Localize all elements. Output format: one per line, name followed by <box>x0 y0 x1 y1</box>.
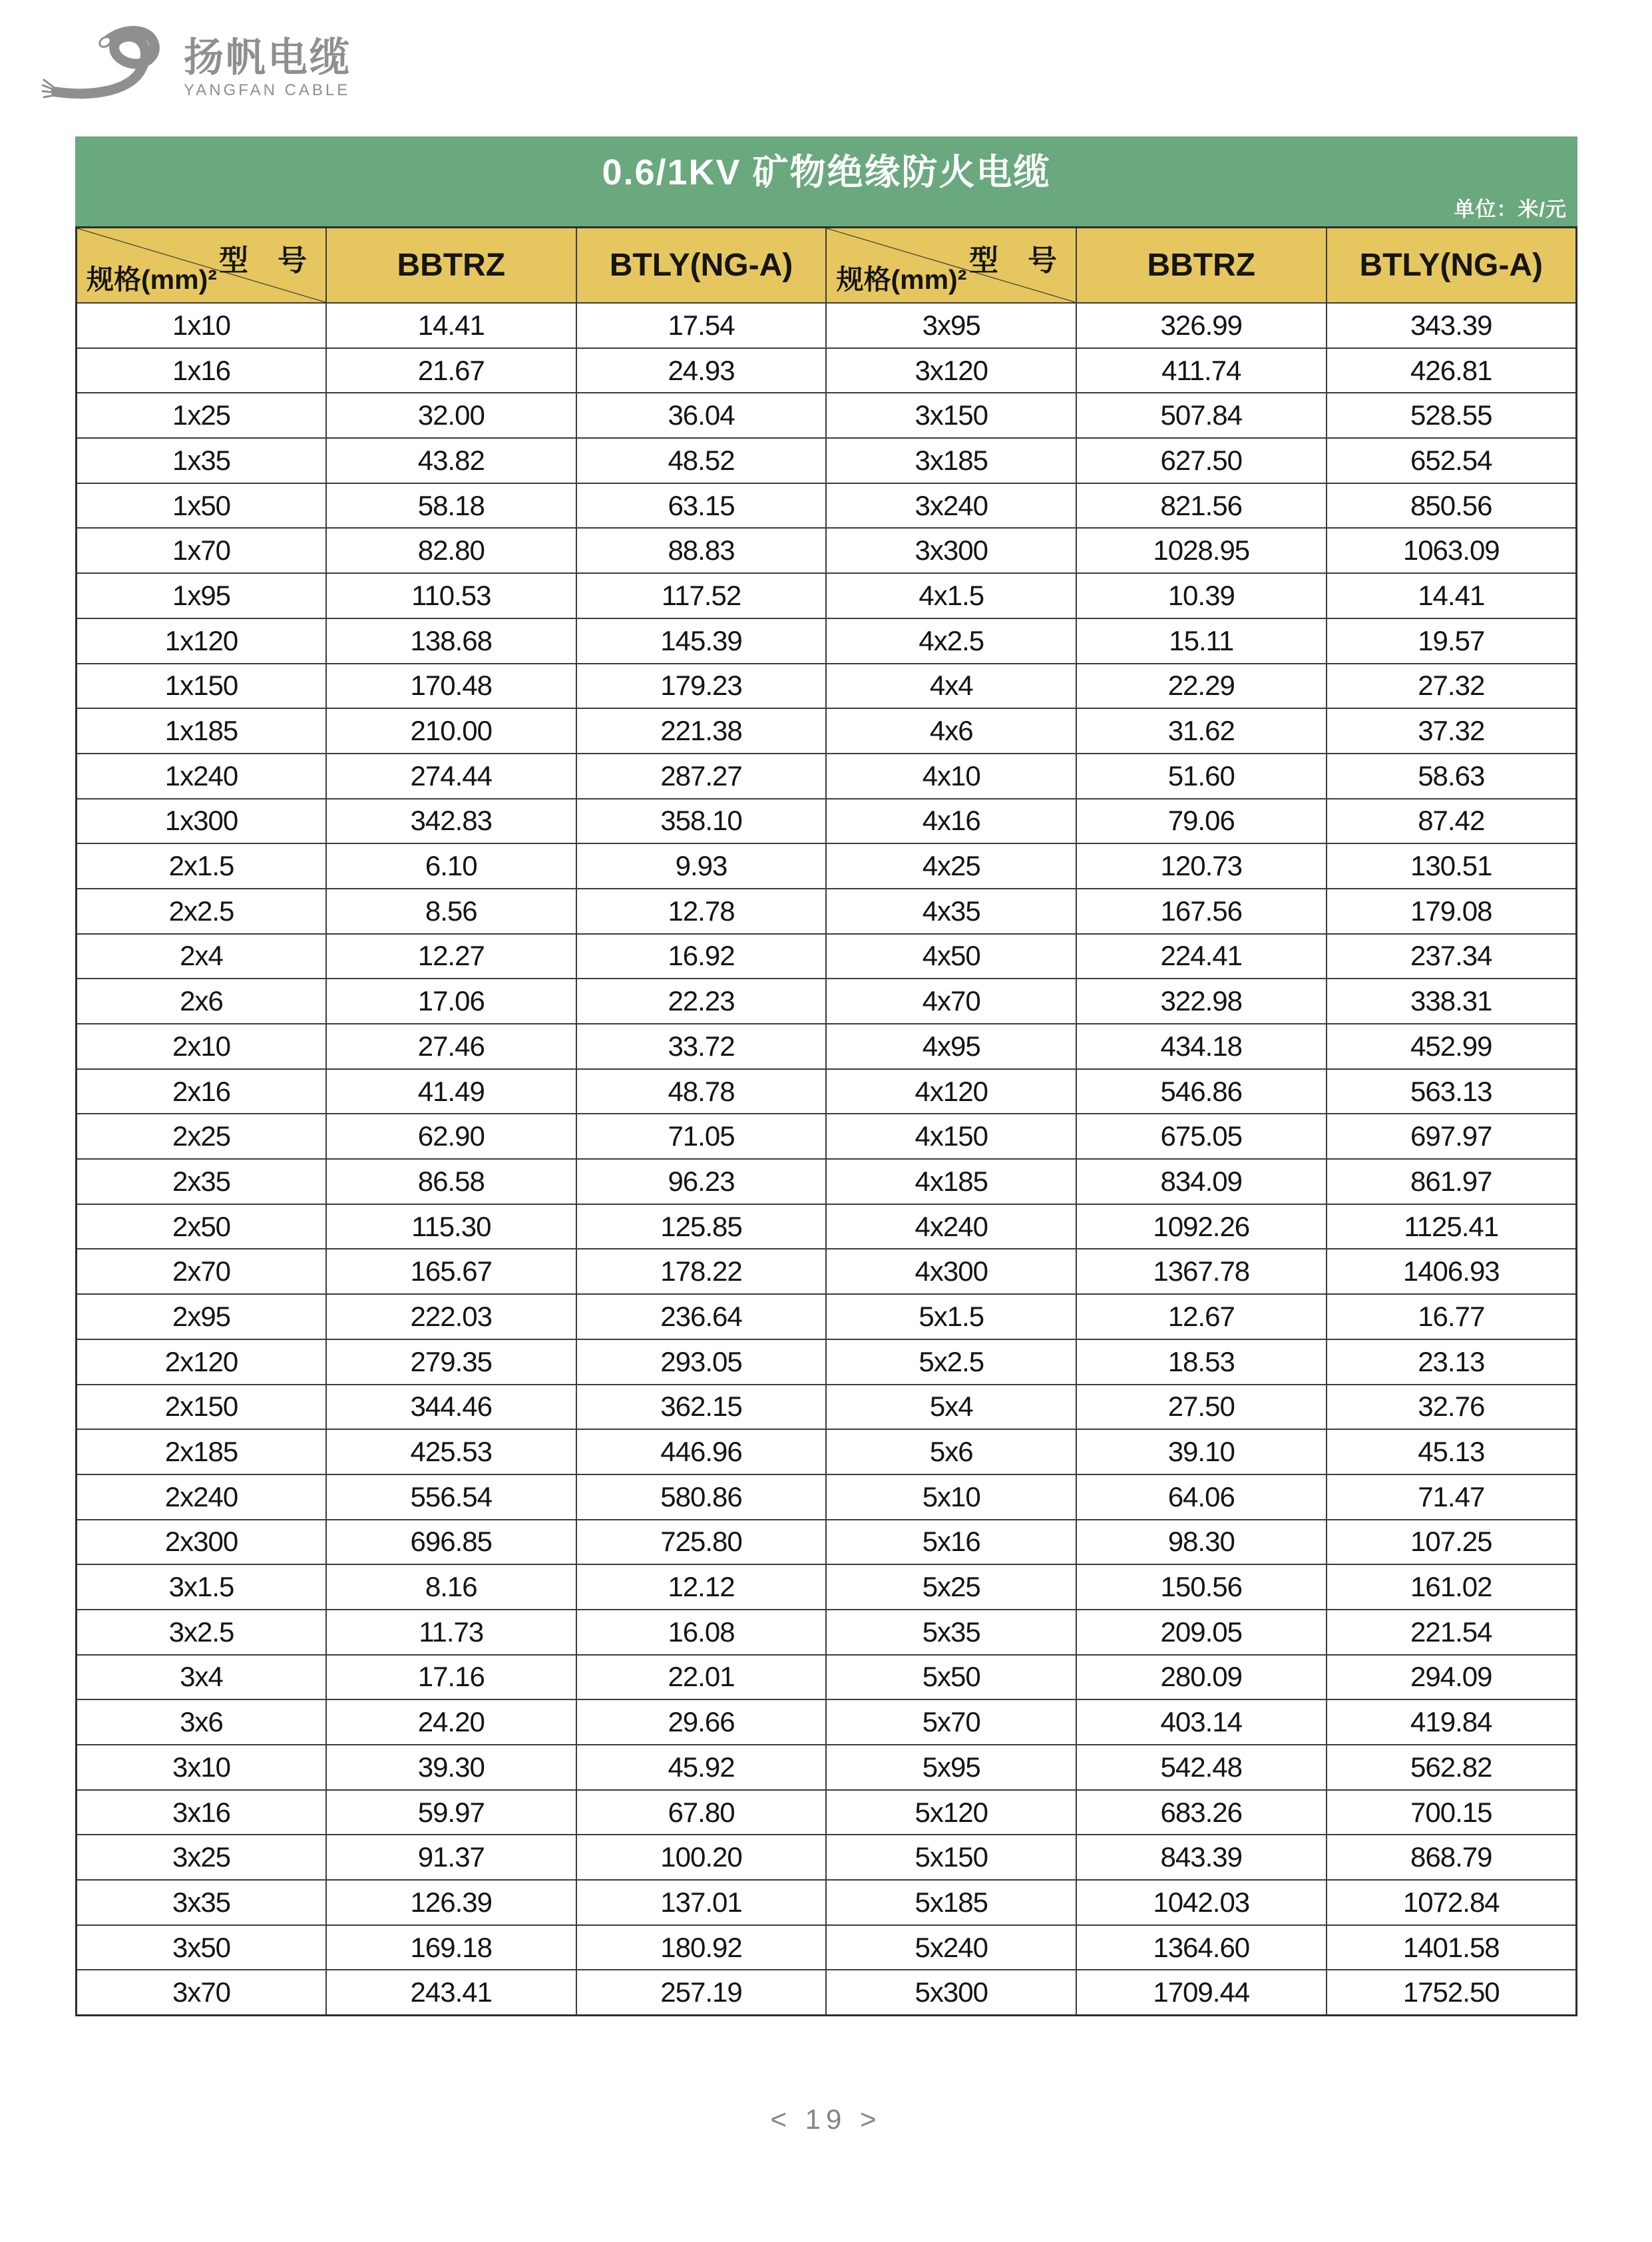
price-cell: 446.96 <box>576 1429 827 1474</box>
price-cell: 419.84 <box>1327 1699 1577 1745</box>
price-cell: 580.86 <box>576 1474 827 1520</box>
spec-cell: 2x300 <box>77 1520 327 1565</box>
header-spec-model-cell-left <box>77 228 327 304</box>
price-cell: 344.46 <box>326 1385 576 1430</box>
spec-cell: 5x4 <box>826 1385 1076 1430</box>
price-cell: 31.62 <box>1076 708 1327 754</box>
table-row <box>77 799 1577 844</box>
price-cell: 82.80 <box>326 528 576 573</box>
brand-name-en: YANGFAN CABLE <box>184 81 351 99</box>
table-row <box>77 1699 1577 1745</box>
price-cell: 403.14 <box>1076 1699 1327 1745</box>
price-cell: 834.09 <box>1076 1159 1327 1204</box>
spec-cell: 2x120 <box>77 1339 327 1385</box>
header-btly-left: BTLY(NG-A) <box>576 228 827 304</box>
spec-cell: 3x25 <box>77 1835 327 1880</box>
spec-cell: 5x25 <box>826 1564 1076 1610</box>
table-row <box>77 1249 1577 1294</box>
price-cell: 237.34 <box>1327 934 1577 979</box>
table-row <box>77 889 1577 934</box>
page-title: 0.6/1KV 矿物绝缘防火电缆 <box>602 152 1051 192</box>
price-cell: 426.81 <box>1327 348 1577 393</box>
spec-cell: 5x2.5 <box>826 1339 1076 1385</box>
price-cell: 11.73 <box>326 1610 576 1655</box>
price-cell: 221.38 <box>576 708 827 754</box>
price-cell: 24.20 <box>326 1699 576 1745</box>
price-cell: 64.06 <box>1076 1474 1327 1520</box>
table-row <box>77 664 1577 709</box>
price-cell: 14.41 <box>326 303 576 348</box>
price-cell: 12.27 <box>326 934 576 979</box>
spec-cell: 4x185 <box>826 1159 1076 1204</box>
spec-cell: 4x25 <box>826 843 1076 889</box>
price-cell: 22.01 <box>576 1655 827 1700</box>
price-cell: 88.83 <box>576 528 827 573</box>
spec-cell: 3x150 <box>826 393 1076 438</box>
spec-cell: 3x240 <box>826 483 1076 529</box>
price-cell: 48.52 <box>576 438 827 483</box>
price-cell: 425.53 <box>326 1429 576 1474</box>
price-cell: 1063.09 <box>1327 528 1577 573</box>
price-cell: 1042.03 <box>1076 1880 1327 1925</box>
price-cell: 725.80 <box>576 1520 827 1565</box>
price-cell: 71.47 <box>1327 1474 1577 1520</box>
price-cell: 1752.50 <box>1327 1970 1577 2015</box>
price-cell: 59.97 <box>326 1790 576 1835</box>
price-cell: 700.15 <box>1327 1790 1577 1835</box>
price-table <box>75 226 1577 2016</box>
table-row <box>77 348 1577 393</box>
price-cell: 843.39 <box>1076 1835 1327 1880</box>
table-row <box>77 1204 1577 1249</box>
price-cell: 293.05 <box>576 1339 827 1385</box>
table-row <box>77 1745 1577 1790</box>
price-cell: 22.23 <box>576 979 827 1024</box>
price-cell: 274.44 <box>326 754 576 799</box>
price-cell: 287.27 <box>576 754 827 799</box>
unit-note: 单位：米/元 <box>1454 198 1567 221</box>
price-cell: 63.15 <box>576 483 827 529</box>
spec-cell: 4x70 <box>826 979 1076 1024</box>
spec-label: 规格(mm)² <box>836 264 967 295</box>
spec-cell: 3x16 <box>77 1790 327 1835</box>
table-row <box>77 1294 1577 1339</box>
spec-cell: 4x16 <box>826 799 1076 844</box>
price-cell: 6.10 <box>326 843 576 889</box>
price-cell: 1364.60 <box>1076 1925 1327 1970</box>
price-cell: 683.26 <box>1076 1790 1327 1835</box>
table-row <box>77 708 1577 754</box>
spec-cell: 5x16 <box>826 1520 1076 1565</box>
price-cell: 279.35 <box>326 1339 576 1385</box>
spec-cell: 1x50 <box>77 483 327 529</box>
table-row <box>77 1880 1577 1925</box>
spec-cell: 3x300 <box>826 528 1076 573</box>
price-cell: 120.73 <box>1076 843 1327 889</box>
spec-cell: 2x2.5 <box>77 889 327 934</box>
spec-cell: 4x95 <box>826 1024 1076 1069</box>
price-cell: 79.06 <box>1076 799 1327 844</box>
table-row <box>77 483 1577 529</box>
price-cell: 86.58 <box>326 1159 576 1204</box>
price-cell: 209.05 <box>1076 1610 1327 1655</box>
price-cell: 37.32 <box>1327 708 1577 754</box>
price-cell: 652.54 <box>1327 438 1577 483</box>
price-cell: 10.39 <box>1076 573 1327 618</box>
spec-cell: 3x70 <box>77 1970 327 2015</box>
price-cell: 221.54 <box>1327 1610 1577 1655</box>
spec-cell: 2x10 <box>77 1024 327 1069</box>
spec-cell: 3x185 <box>826 438 1076 483</box>
price-cell: 125.85 <box>576 1204 827 1249</box>
table-row <box>77 1069 1577 1114</box>
spec-cell: 3x95 <box>826 303 1076 348</box>
price-cell: 343.39 <box>1327 303 1577 348</box>
price-cell: 23.13 <box>1327 1339 1577 1385</box>
price-cell: 91.37 <box>326 1835 576 1880</box>
table-row <box>77 1655 1577 1700</box>
price-cell: 87.42 <box>1327 799 1577 844</box>
price-cell: 17.54 <box>576 303 827 348</box>
spec-cell: 1x300 <box>77 799 327 844</box>
model-label: 型 号 <box>219 244 308 277</box>
table-row <box>77 1024 1577 1069</box>
spec-cell: 1x70 <box>77 528 327 573</box>
price-cell: 41.49 <box>326 1069 576 1114</box>
price-cell: 170.48 <box>326 664 576 709</box>
price-cell: 167.56 <box>1076 889 1327 934</box>
spec-cell: 1x10 <box>77 303 327 348</box>
spec-cell: 5x185 <box>826 1880 1076 1925</box>
spec-cell: 5x70 <box>826 1699 1076 1745</box>
spec-cell: 3x50 <box>77 1925 327 1970</box>
price-cell: 8.56 <box>326 889 576 934</box>
price-cell: 1125.41 <box>1327 1204 1577 1249</box>
price-cell: 1092.26 <box>1076 1204 1327 1249</box>
table-row <box>77 1339 1577 1385</box>
table-row <box>77 303 1577 348</box>
page-number: < 19 > <box>770 2104 882 2135</box>
spec-cell: 2x50 <box>77 1204 327 1249</box>
price-cell: 14.41 <box>1327 573 1577 618</box>
table-row <box>77 843 1577 889</box>
table-row <box>77 573 1577 618</box>
table-header-row <box>77 228 1577 304</box>
price-cell: 15.11 <box>1076 618 1327 664</box>
price-cell: 9.93 <box>576 843 827 889</box>
price-cell: 322.98 <box>1076 979 1327 1024</box>
price-cell: 107.25 <box>1327 1520 1577 1565</box>
price-cell: 110.53 <box>326 573 576 618</box>
spec-cell: 5x240 <box>826 1925 1076 1970</box>
price-cell: 67.80 <box>576 1790 827 1835</box>
spec-cell: 5x50 <box>826 1655 1076 1700</box>
spec-cell: 5x95 <box>826 1745 1076 1790</box>
spec-cell: 1x25 <box>77 393 327 438</box>
table-row <box>77 1385 1577 1430</box>
price-cell: 563.13 <box>1327 1069 1577 1114</box>
price-cell: 342.83 <box>326 799 576 844</box>
price-cell: 12.78 <box>576 889 827 934</box>
price-cell: 58.18 <box>326 483 576 529</box>
brand-name-cn: 扬帆电缆 <box>184 35 351 80</box>
spec-label: 规格(mm)² <box>87 264 217 295</box>
price-cell: 145.39 <box>576 618 827 664</box>
price-cell: 556.54 <box>326 1474 576 1520</box>
price-cell: 19.57 <box>1327 618 1577 664</box>
spec-cell: 2x70 <box>77 1249 327 1294</box>
spec-cell: 4x240 <box>826 1204 1076 1249</box>
spec-cell: 2x6 <box>77 979 327 1024</box>
spec-cell: 2x35 <box>77 1159 327 1204</box>
spec-cell: 3x2.5 <box>77 1610 327 1655</box>
table-row <box>77 1925 1577 1970</box>
header-bbtrz-right: BBTRZ <box>1076 228 1327 304</box>
price-cell: 17.16 <box>326 1655 576 1700</box>
price-cell: 22.29 <box>1076 664 1327 709</box>
price-cell: 43.82 <box>326 438 576 483</box>
price-cell: 45.92 <box>576 1745 827 1790</box>
table-row <box>77 754 1577 799</box>
spec-cell: 4x4 <box>826 664 1076 709</box>
price-cell: 16.77 <box>1327 1294 1577 1339</box>
header-btly-right: BTLY(NG-A) <box>1327 228 1577 304</box>
price-cell: 280.09 <box>1076 1655 1327 1700</box>
price-cell: 362.15 <box>576 1385 827 1430</box>
spec-cell: 4x2.5 <box>826 618 1076 664</box>
price-cell: 36.04 <box>576 393 827 438</box>
price-cell: 39.30 <box>326 1745 576 1790</box>
price-cell: 326.99 <box>1076 303 1327 348</box>
price-cell: 697.97 <box>1327 1114 1577 1159</box>
price-cell: 17.06 <box>326 979 576 1024</box>
spec-cell: 4x50 <box>826 934 1076 979</box>
price-cell: 358.10 <box>576 799 827 844</box>
price-cell: 434.18 <box>1076 1024 1327 1069</box>
price-cell: 24.93 <box>576 348 827 393</box>
price-cell: 1072.84 <box>1327 1880 1577 1925</box>
table-row <box>77 1970 1577 2015</box>
price-cell: 507.84 <box>1076 393 1327 438</box>
price-cell: 137.01 <box>576 1880 827 1925</box>
spec-cell: 3x120 <box>826 348 1076 393</box>
brand-logo <box>40 24 351 112</box>
price-cell: 96.23 <box>576 1159 827 1204</box>
spec-cell: 4x120 <box>826 1069 1076 1114</box>
spec-cell: 1x240 <box>77 754 327 799</box>
table-row <box>77 1474 1577 1520</box>
table-row <box>77 1114 1577 1159</box>
spec-cell: 4x6 <box>826 708 1076 754</box>
price-cell: 675.05 <box>1076 1114 1327 1159</box>
price-cell: 138.68 <box>326 618 576 664</box>
price-cell: 39.10 <box>1076 1429 1327 1474</box>
spec-cell: 2x150 <box>77 1385 327 1430</box>
spec-cell: 2x185 <box>77 1429 327 1474</box>
price-cell: 27.50 <box>1076 1385 1327 1430</box>
price-cell: 8.16 <box>326 1564 576 1610</box>
price-cell: 115.30 <box>326 1204 576 1249</box>
spec-cell: 1x150 <box>77 664 327 709</box>
header-bbtrz-left: BBTRZ <box>326 228 576 304</box>
spec-cell: 5x35 <box>826 1610 1076 1655</box>
price-cell: 562.82 <box>1327 1745 1577 1790</box>
price-cell: 861.97 <box>1327 1159 1577 1204</box>
price-cell: 117.52 <box>576 573 827 618</box>
price-cell: 178.22 <box>576 1249 827 1294</box>
price-cell: 627.50 <box>1076 438 1327 483</box>
spec-cell: 3x6 <box>77 1699 327 1745</box>
price-cell: 21.67 <box>326 348 576 393</box>
price-cell: 62.90 <box>326 1114 576 1159</box>
table-row <box>77 393 1577 438</box>
table-row <box>77 1520 1577 1565</box>
spec-cell: 4x150 <box>826 1114 1076 1159</box>
price-cell: 130.51 <box>1327 843 1577 889</box>
price-cell: 294.09 <box>1327 1655 1577 1700</box>
price-cell: 58.63 <box>1327 754 1577 799</box>
price-cell: 1401.58 <box>1327 1925 1577 1970</box>
spec-cell: 4x10 <box>826 754 1076 799</box>
price-table-body <box>77 303 1577 2016</box>
table-row <box>77 934 1577 979</box>
header-spec-model-cell-right <box>826 228 1076 304</box>
price-cell: 27.46 <box>326 1024 576 1069</box>
spec-cell: 2x240 <box>77 1474 327 1520</box>
spec-cell: 3x1.5 <box>77 1564 327 1610</box>
spec-cell: 2x25 <box>77 1114 327 1159</box>
price-cell: 179.08 <box>1327 889 1577 934</box>
price-cell: 542.48 <box>1076 1745 1327 1790</box>
price-cell: 338.31 <box>1327 979 1577 1024</box>
price-cell: 452.99 <box>1327 1024 1577 1069</box>
price-cell: 32.76 <box>1327 1385 1577 1430</box>
spec-cell: 4x300 <box>826 1249 1076 1294</box>
section-title-bar <box>75 136 1577 226</box>
price-cell: 98.30 <box>1076 1520 1327 1565</box>
table-row <box>77 618 1577 664</box>
price-cell: 546.86 <box>1076 1069 1327 1114</box>
price-cell: 210.00 <box>326 708 576 754</box>
price-cell: 1406.93 <box>1327 1249 1577 1294</box>
price-cell: 224.41 <box>1076 934 1327 979</box>
price-cell: 1028.95 <box>1076 528 1327 573</box>
spec-cell: 5x6 <box>826 1429 1076 1474</box>
spec-cell: 2x1.5 <box>77 843 327 889</box>
spec-cell: 4x35 <box>826 889 1076 934</box>
spec-cell: 5x300 <box>826 1970 1076 2015</box>
price-cell: 257.19 <box>576 1970 827 2015</box>
price-cell: 180.92 <box>576 1925 827 1970</box>
price-cell: 850.56 <box>1327 483 1577 529</box>
table-row <box>77 1159 1577 1204</box>
price-cell: 12.12 <box>576 1564 827 1610</box>
model-label: 型 号 <box>969 244 1057 277</box>
price-cell: 48.78 <box>576 1069 827 1114</box>
price-cell: 18.53 <box>1076 1339 1327 1385</box>
spec-cell: 4x1.5 <box>826 573 1076 618</box>
spec-cell: 2x16 <box>77 1069 327 1114</box>
price-cell: 32.00 <box>326 393 576 438</box>
spec-cell: 2x4 <box>77 934 327 979</box>
price-cell: 150.56 <box>1076 1564 1327 1610</box>
price-cell: 169.18 <box>326 1925 576 1970</box>
table-row <box>77 979 1577 1024</box>
price-cell: 100.20 <box>576 1835 827 1880</box>
price-cell: 868.79 <box>1327 1835 1577 1880</box>
price-cell: 27.32 <box>1327 664 1577 709</box>
price-cell: 243.41 <box>326 1970 576 2015</box>
price-cell: 161.02 <box>1327 1564 1577 1610</box>
price-cell: 236.64 <box>576 1294 827 1339</box>
price-cell: 16.08 <box>576 1610 827 1655</box>
price-cell: 45.13 <box>1327 1429 1577 1474</box>
price-cell: 821.56 <box>1076 483 1327 529</box>
price-cell: 12.67 <box>1076 1294 1327 1339</box>
spec-cell: 1x35 <box>77 438 327 483</box>
spec-cell: 5x120 <box>826 1790 1076 1835</box>
price-cell: 411.74 <box>1076 348 1327 393</box>
table-row <box>77 1790 1577 1835</box>
price-cell: 1367.78 <box>1076 1249 1327 1294</box>
table-row <box>77 438 1577 483</box>
price-cell: 165.67 <box>326 1249 576 1294</box>
spec-cell: 3x35 <box>77 1880 327 1925</box>
spec-cell: 5x10 <box>826 1474 1076 1520</box>
table-row <box>77 1564 1577 1610</box>
spec-cell: 3x4 <box>77 1655 327 1700</box>
cable-swirl-icon <box>40 24 173 112</box>
price-cell: 528.55 <box>1327 393 1577 438</box>
price-cell: 33.72 <box>576 1024 827 1069</box>
price-cell: 29.66 <box>576 1699 827 1745</box>
price-cell: 222.03 <box>326 1294 576 1339</box>
price-cell: 51.60 <box>1076 754 1327 799</box>
table-row <box>77 528 1577 573</box>
price-cell: 126.39 <box>326 1880 576 1925</box>
spec-cell: 1x185 <box>77 708 327 754</box>
price-cell: 71.05 <box>576 1114 827 1159</box>
table-row <box>77 1610 1577 1655</box>
table-row <box>77 1429 1577 1474</box>
spec-cell: 2x95 <box>77 1294 327 1339</box>
price-cell: 179.23 <box>576 664 827 709</box>
price-cell: 696.85 <box>326 1520 576 1565</box>
spec-cell: 5x150 <box>826 1835 1076 1880</box>
table-row <box>77 1835 1577 1880</box>
price-cell: 16.92 <box>576 934 827 979</box>
spec-cell: 1x16 <box>77 348 327 393</box>
spec-cell: 1x120 <box>77 618 327 664</box>
spec-cell: 1x95 <box>77 573 327 618</box>
price-cell: 1709.44 <box>1076 1970 1327 2015</box>
spec-cell: 5x1.5 <box>826 1294 1076 1339</box>
spec-cell: 3x10 <box>77 1745 327 1790</box>
